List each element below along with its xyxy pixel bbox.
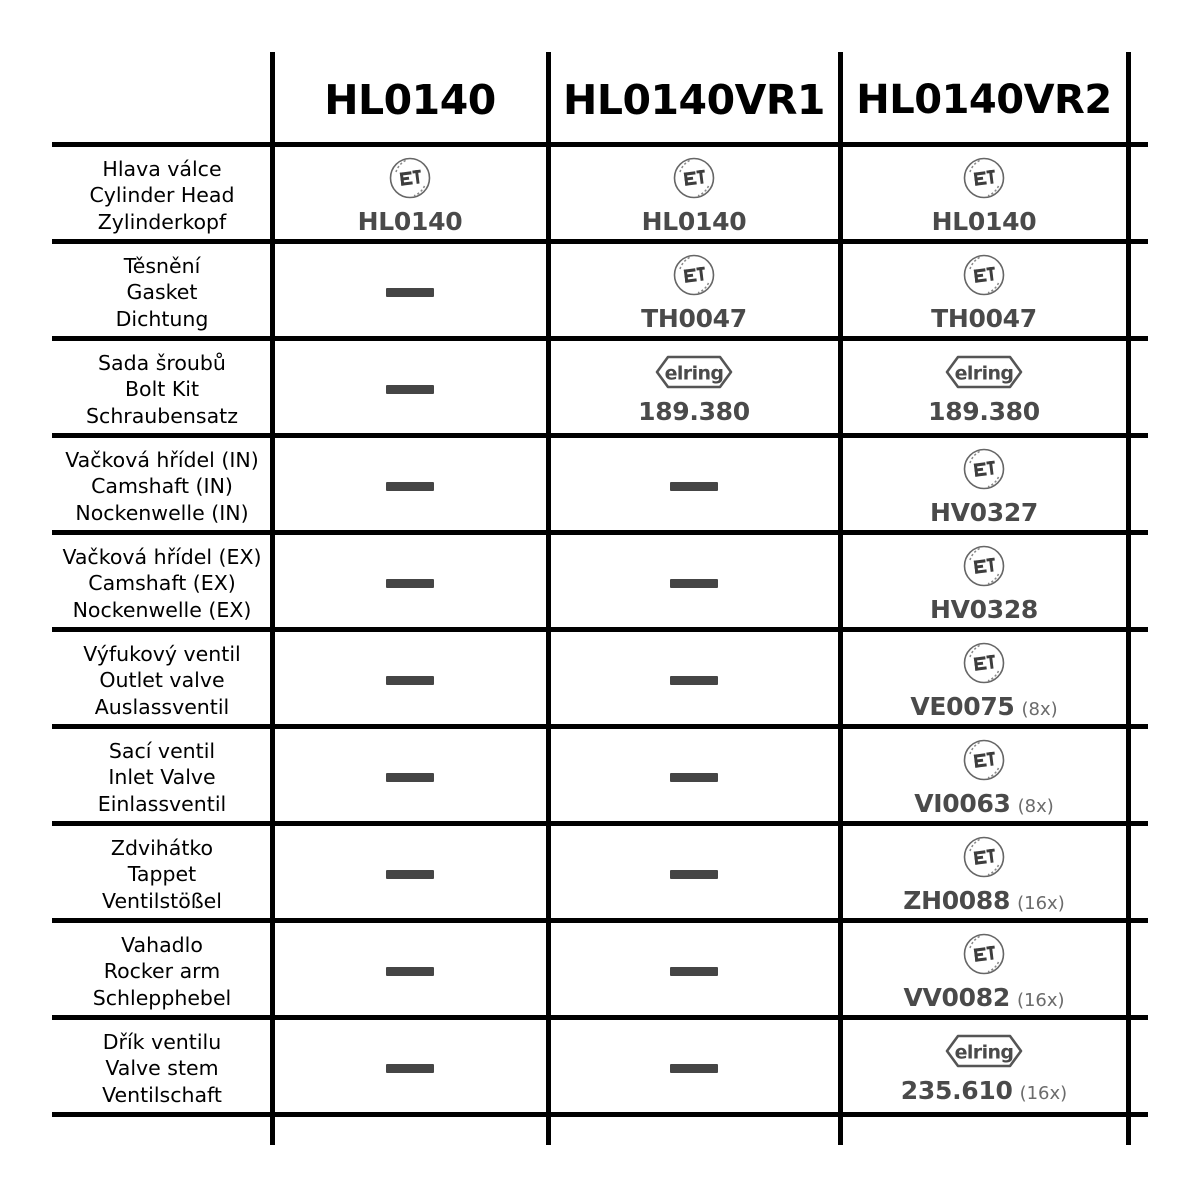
part-number-line (930, 595, 1038, 624)
row-label-cs: Vahadlo (121, 932, 203, 957)
row-label-cs: Sací ventil (108, 738, 216, 763)
row-label-cs: Výfukový ventil (83, 641, 241, 666)
part-number-line (642, 207, 747, 236)
row-label-de: Nockenwelle (IN) (75, 500, 249, 525)
part-number-line (903, 886, 1064, 915)
row-label-de: Nockenwelle (EX) (72, 597, 252, 622)
row-label-cs: Zdvihátko (110, 835, 214, 860)
table-row (52, 1020, 1148, 1117)
part-number-line (638, 397, 750, 426)
row-label-cell (52, 438, 272, 535)
dash-marker-icon (670, 870, 718, 879)
row-label-en: Outlet valve (99, 668, 225, 693)
row-label-de: Auslassventil (94, 694, 230, 719)
value-cell (548, 535, 840, 632)
row-label-en: Valve stem (105, 1056, 219, 1081)
value-cell (272, 1020, 548, 1117)
table-row (52, 147, 1148, 244)
row-label-de: Schraubensatz (86, 403, 238, 428)
part-number-line (903, 983, 1064, 1012)
row-label-cell (52, 826, 272, 923)
part-number-line (931, 304, 1037, 333)
et-logo-icon (962, 641, 1006, 689)
dash-marker-icon (386, 385, 434, 394)
et-logo-icon (962, 253, 1006, 301)
value-cell (272, 244, 548, 341)
value-cell (548, 341, 840, 438)
row-label-cell (52, 632, 272, 729)
row-label-text (86, 350, 238, 430)
value-cell (840, 535, 1128, 632)
table-row (52, 438, 1148, 535)
part-number: VV0082 (903, 982, 1010, 1012)
dash-marker-icon (386, 288, 434, 297)
value-cell (840, 244, 1128, 341)
row-label-cell (52, 729, 272, 826)
row-separator-rule (52, 1112, 1148, 1117)
table-row (52, 632, 1148, 729)
dash-marker-icon (670, 1064, 718, 1073)
dash-marker-icon (670, 676, 718, 685)
value-cell (840, 826, 1128, 923)
part-badge (910, 641, 1057, 721)
row-label-cs: Sada šroubů (98, 350, 226, 375)
part-badge (641, 253, 747, 333)
row-label-text (102, 1029, 222, 1109)
part-number: 235.610 (900, 1075, 1013, 1105)
row-label-en: Tappet (127, 862, 197, 887)
row-label-cell (52, 923, 272, 1020)
row-label-de: Ventilstößel (102, 888, 222, 913)
part-badge (930, 447, 1038, 527)
et-logo-icon (672, 253, 716, 301)
part-number: ZH0088 (903, 885, 1011, 915)
part-number: HL0140 (357, 206, 463, 236)
row-label-cell (52, 1020, 272, 1117)
value-cell (272, 341, 548, 438)
part-quantity: (8x) (1021, 698, 1058, 720)
et-logo-icon (962, 544, 1006, 592)
part-badge (930, 544, 1038, 624)
part-badge (358, 156, 463, 236)
part-number: TH0047 (641, 303, 747, 333)
part-number: TH0047 (931, 303, 1037, 333)
part-number: HL0140 (641, 206, 747, 236)
dash-marker-icon (670, 773, 718, 782)
value-cell (272, 923, 548, 1020)
header-cell-hl0140vr2: HL0140VR2 (856, 76, 1112, 123)
part-number: VE0075 (910, 691, 1015, 721)
row-label-cell (52, 535, 272, 632)
value-cell (272, 535, 548, 632)
value-cell (272, 438, 548, 535)
value-cell (272, 729, 548, 826)
table-row (52, 535, 1148, 632)
table-row (52, 826, 1148, 923)
part-number-line (930, 498, 1038, 527)
dash-marker-icon (386, 870, 434, 879)
dash-marker-icon (386, 773, 434, 782)
value-cell (840, 923, 1128, 1020)
value-cell (272, 826, 548, 923)
row-label-text (98, 738, 226, 818)
part-quantity: (16x) (1016, 989, 1065, 1011)
row-label-en: Rocker arm (103, 959, 221, 984)
elring-logo-icon (944, 1033, 1024, 1073)
dash-marker-icon (670, 482, 718, 491)
header-cell-hl0140vr1: HL0140VR1 (563, 75, 825, 124)
row-label-text (89, 156, 234, 236)
row-label-text (62, 544, 261, 624)
dash-marker-icon (670, 579, 718, 588)
et-logo-icon (962, 835, 1006, 883)
part-quantity: (16x) (1019, 1082, 1068, 1104)
row-label-en: Camshaft (EX) (88, 571, 236, 596)
part-number-line (910, 692, 1057, 721)
row-label-text (65, 447, 259, 527)
svg-text:elring: elring (954, 362, 1014, 384)
dash-marker-icon (386, 482, 434, 491)
value-cell (840, 147, 1128, 244)
row-label-cs: Vačková hřídel (IN) (65, 447, 259, 472)
part-number-line (358, 207, 463, 236)
part-number-line (932, 207, 1037, 236)
row-label-en: Bolt Kit (124, 377, 200, 402)
value-cell (840, 729, 1128, 826)
value-cell (840, 341, 1128, 438)
svg-text:elring: elring (954, 1041, 1014, 1063)
row-label-text (102, 835, 222, 915)
row-label-cs: Dřík ventilu (102, 1029, 222, 1054)
dash-marker-icon (386, 579, 434, 588)
table-row (52, 244, 1148, 341)
table-row (52, 341, 1148, 438)
row-label-text (116, 253, 209, 333)
part-badge (903, 835, 1064, 915)
part-number: HL0140 (931, 206, 1037, 236)
row-label-cs: Hlava válce (102, 156, 222, 181)
row-label-de: Dichtung (115, 306, 209, 331)
row-label-cell (52, 147, 272, 244)
row-label-de: Zylinderkopf (97, 209, 227, 234)
part-number: HV0327 (929, 497, 1039, 527)
row-label-en: Inlet Valve (108, 765, 216, 790)
part-badge (901, 1033, 1067, 1105)
value-cell (548, 729, 840, 826)
value-cell (840, 1020, 1128, 1117)
part-number-line (641, 304, 747, 333)
part-number-line (928, 397, 1040, 426)
part-badge (638, 354, 750, 426)
value-cell (548, 438, 840, 535)
table-row (52, 729, 1148, 826)
elring-logo-icon (944, 354, 1024, 394)
row-label-text (93, 932, 232, 1012)
value-cell (548, 244, 840, 341)
row-label-cell (52, 341, 272, 438)
part-badge (932, 156, 1037, 236)
row-label-cell (52, 244, 272, 341)
value-cell (840, 632, 1128, 729)
et-logo-icon (962, 738, 1006, 786)
value-cell (548, 1020, 840, 1117)
part-quantity: (8x) (1017, 795, 1054, 817)
row-label-de: Schlepphebel (92, 985, 232, 1010)
value-cell (548, 632, 840, 729)
table-row (52, 923, 1148, 1020)
part-badge (914, 738, 1054, 818)
value-cell (548, 147, 840, 244)
part-badge (928, 354, 1040, 426)
dash-marker-icon (386, 676, 434, 685)
part-number-line (901, 1076, 1067, 1105)
dash-marker-icon (386, 967, 434, 976)
value-cell (840, 438, 1128, 535)
row-label-en: Gasket (126, 280, 198, 305)
part-number: 189.380 (928, 396, 1040, 426)
part-badge (931, 253, 1037, 333)
part-number-line (914, 789, 1054, 818)
svg-text:elring: elring (664, 362, 724, 384)
et-logo-icon (962, 447, 1006, 495)
row-label-text (83, 641, 240, 721)
header-cell-hl0140: HL0140 (324, 75, 496, 124)
part-badge (903, 932, 1064, 1012)
value-cell (548, 826, 840, 923)
part-quantity: (16x) (1017, 892, 1065, 914)
et-logo-icon (962, 156, 1006, 204)
part-number: VI0063 (914, 788, 1011, 818)
part-number: 189.380 (638, 396, 750, 426)
value-cell (548, 923, 840, 1020)
value-cell (272, 632, 548, 729)
dash-marker-icon (670, 967, 718, 976)
row-label-de: Ventilschaft (102, 1082, 222, 1107)
part-badge (642, 156, 747, 236)
dash-marker-icon (386, 1064, 434, 1073)
elring-logo-icon (654, 354, 734, 394)
value-cell (272, 147, 548, 244)
et-logo-icon (672, 156, 716, 204)
et-logo-icon (388, 156, 432, 204)
row-label-en: Cylinder Head (89, 183, 235, 208)
row-label-de: Einlassventil (97, 791, 227, 816)
part-number: HV0328 (929, 594, 1039, 624)
row-label-cs: Vačková hřídel (EX) (62, 544, 262, 569)
et-logo-icon (962, 932, 1006, 980)
row-label-en: Camshaft (IN) (91, 474, 233, 499)
row-label-cs: Těsnění (123, 253, 201, 278)
